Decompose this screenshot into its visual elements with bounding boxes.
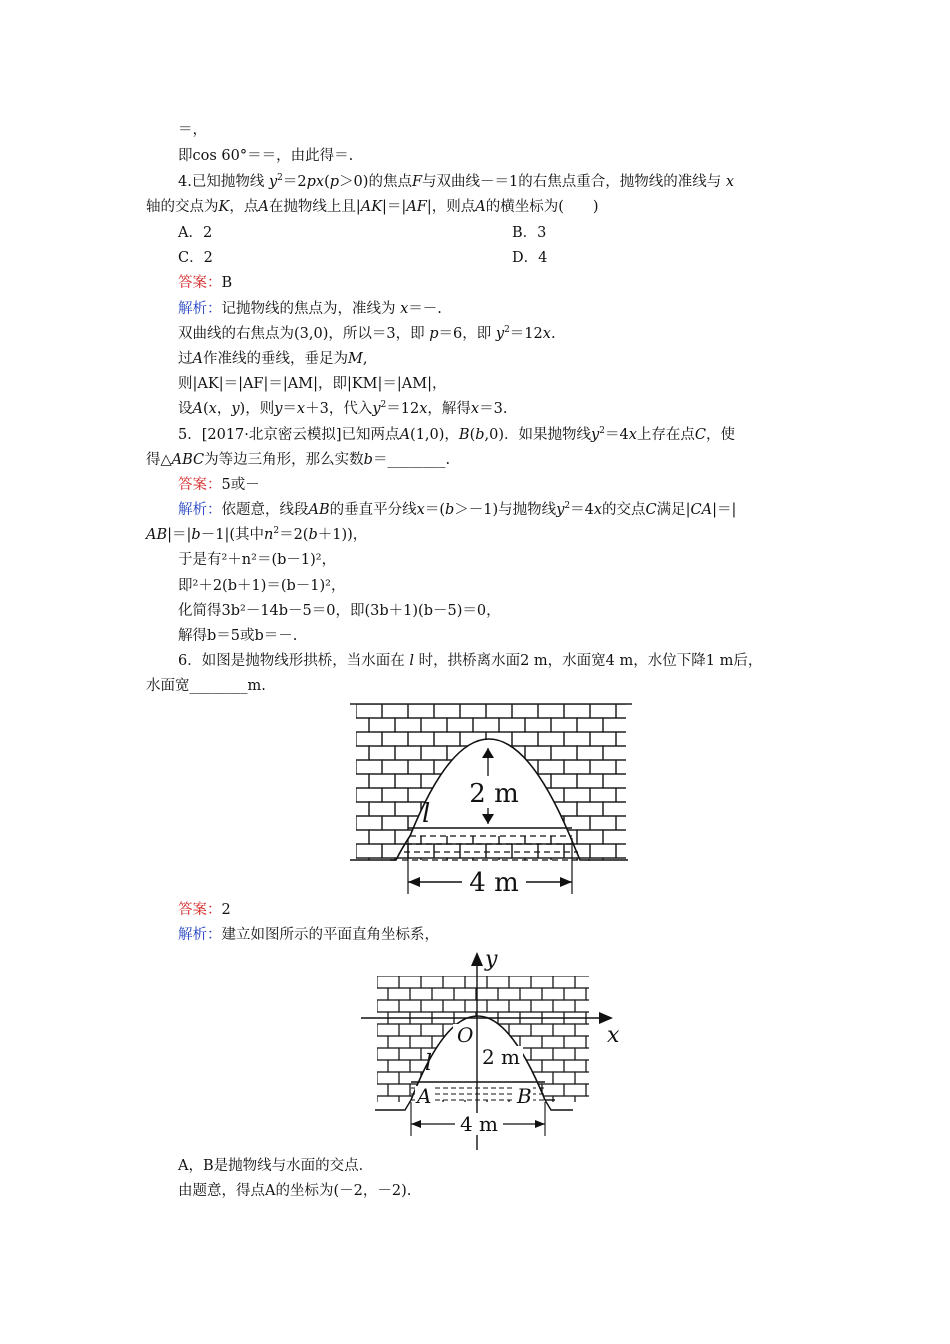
solution-5-line-5: 化简得3b²－14b－5＝0，即(3b＋1)(b－5)＝0， <box>178 603 501 619</box>
figure-arch-bridge <box>350 698 632 894</box>
water-dashes <box>402 836 580 860</box>
question-6-line-2: 水面宽________m. <box>146 678 266 694</box>
point-a-label: A <box>417 1084 432 1108</box>
solution-5-line-2: AB|＝|b－1|(其中$n^2=2(b+1)$)， <box>146 526 368 543</box>
option-c: C．2 <box>178 250 213 266</box>
water-line-label: l <box>422 799 431 829</box>
solution-4-line-4: 则|AK|＝|AF|＝|AM|，即|KM|＝|AM|， <box>178 376 447 392</box>
option-b: B．3 <box>512 225 547 241</box>
origin-label: O <box>457 1023 474 1047</box>
height-label: 2 m <box>469 779 519 809</box>
solution-4-line-3: 过A作准线的垂线，垂足为M, <box>178 351 368 367</box>
solution-4-line-1: 解析：记抛物线的焦点为，准线为 x＝－. <box>178 301 442 317</box>
solution-5-line-6: 解得b＝5或b＝－. <box>178 628 298 644</box>
figure-coordinate-arch <box>355 948 627 1150</box>
option-d: D．4 <box>512 250 548 266</box>
question-5-line-1: 5．[2017·北京密云模拟]已知两点A(1,0)，B(b,0)．如果抛物线$y^2=4x$上存在点C，使 <box>178 426 736 443</box>
answer-5: 答案：5或－ <box>178 477 260 493</box>
solution-4-line-2: 双曲线的右焦点为(3,0)，所以＝3，即 p＝6，即 $y^2=12x$. <box>178 325 556 342</box>
solution-5-line-4: 即²＋2(b＋1)＝(b－1)²， <box>178 578 346 594</box>
question-6-line-1: 6．如图是抛物线形拱桥，当水面在 l 时，拱桥离水面2 m，水面宽4 m，水位下降1 m后， <box>178 653 763 669</box>
line-1: ＝， <box>178 122 207 138</box>
l-label: l <box>425 1051 433 1076</box>
solution-6-line-1: 解析：建立如图所示的平面直角坐标系， <box>178 927 439 943</box>
width-label: 4 m <box>469 868 519 894</box>
line-2: 即cos 60°＝＝，由此得＝. <box>178 148 354 164</box>
solution-4-line-5: 设A(x，y)，则y＝x＋3，代入$y^2=12x$，解得x＝3. <box>178 400 508 417</box>
answer-6: 答案：2 <box>178 902 231 918</box>
solution-6-line-3: 由题意，得点A的坐标为(－2，－2). <box>178 1183 412 1199</box>
y-axis-label: y <box>485 948 498 972</box>
x-axis-label: x <box>607 1023 620 1048</box>
solution-5-line-3: 于是有²＋n²＝(b－1)²， <box>178 552 337 568</box>
point-b-label: B <box>517 1084 532 1108</box>
width-label-2: 4 m <box>459 1112 499 1136</box>
question-5-line-2: 得△ABC为等边三角形，那么实数b＝________. <box>146 452 451 468</box>
answer-4: 答案：B <box>178 275 233 291</box>
solution-6-line-2: A，B是抛物线与水面的交点． <box>178 1158 374 1174</box>
height-label-2: 2 m <box>481 1045 521 1069</box>
question-4-line-2: 轴的交点为K，点A在抛物线上且|AK|＝|AF|，则点A的横坐标为( ) <box>146 199 599 215</box>
question-4-line-1: 4.已知抛物线 $y^2=2px(p>0)$的焦点F与双曲线－＝1的右焦点重合，抛物线的准线与 x <box>178 173 735 190</box>
option-a: A．2 <box>178 225 213 241</box>
solution-5-line-1: 解析：依题意，线段AB的垂直平分线x＝(b＞－1)与抛物线$y^2=4x$的交点C满足|CA|＝| <box>178 501 737 518</box>
